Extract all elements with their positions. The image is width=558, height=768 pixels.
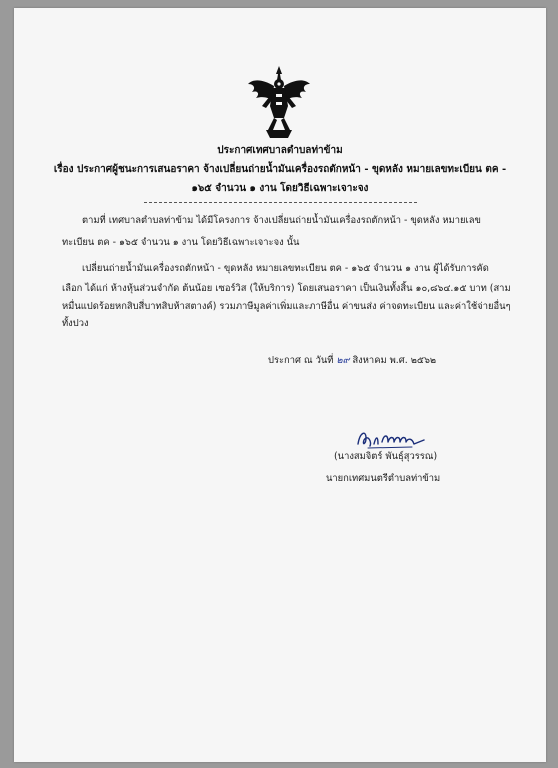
paragraph-2-line-1: เปลี่ยนถ่ายน้ำมันเครื่องรถตักหน้า - ขุดหลัง หมายเลขทะเบียน ตค - ๑๖๕ จำนวน ๑ งาน ผู้ได้รับการคัด [82, 263, 489, 274]
paragraph-2-line-2: เลือก ได้แก่ ห้างหุ้นส่วนจำกัด ต้นน้อย เซอร์วิส (ให้บริการ) โดยเสนอราคา เป็นเงินทั้งสิ้น ๑๐,๘๖๔.๑๕ บาท (สาม [62, 283, 511, 294]
signatory-name: (นางสมจิตร์ พันธุ์สุวรรณ) [334, 451, 438, 462]
subject-line-2: ๑๖๕ จำนวน ๑ งาน โดยวิธีเฉพาะเจาะจง [191, 183, 369, 194]
date-month-year: สิงหาคม พ.ศ. ๒๕๖๒ [352, 355, 437, 366]
document-page [14, 8, 546, 762]
signatory-position: นายกเทศมนตรีตำบลท่าข้าม [326, 473, 441, 484]
date-prefix: ประกาศ ณ วันที่ [268, 355, 334, 366]
announcement-date [268, 354, 436, 368]
garuda-emblem-icon [246, 66, 312, 140]
paragraph-1-line-2: ทะเบียน ตค - ๑๖๕ จำนวน ๑ งาน โดยวิธีเฉพาะเจาะจง นั้น [62, 237, 300, 248]
handwritten-signature-icon [354, 426, 428, 452]
subject-line-1: เรื่อง ประกาศผู้ชนะการเสนอราคา จ้างเปลี่ยนถ่ายน้ำมันเครื่องรถตักหน้า - ขุดหลัง หมายเลขทะเบียน ตค - [53, 164, 507, 175]
paragraph-2-line-3: หมื่นแปดร้อยหกสิบสี่บาทสิบห้าสตางค์) รวมภาษีมูลค่าเพิ่มและภาษีอื่น ค่าขนส่ง ค่าจดทะเบียน และค่าใช้จ่ายอื่นๆ [62, 301, 511, 312]
paragraph-1-line-1: ตามที่ เทศบาลตำบลท่าข้าม ได้มีโครงการ จ้างเปลี่ยนถ่ายน้ำมันเครื่องรถตักหน้า - ขุดหลัง หมายเลข [82, 215, 481, 226]
date-day: ๒๙ [336, 355, 350, 366]
organization-title: ประกาศเทศบาลตำบลท่าข้าม [217, 145, 343, 156]
paragraph-2-line-4: ทั้งปวง [62, 318, 89, 329]
title-divider [144, 202, 417, 203]
